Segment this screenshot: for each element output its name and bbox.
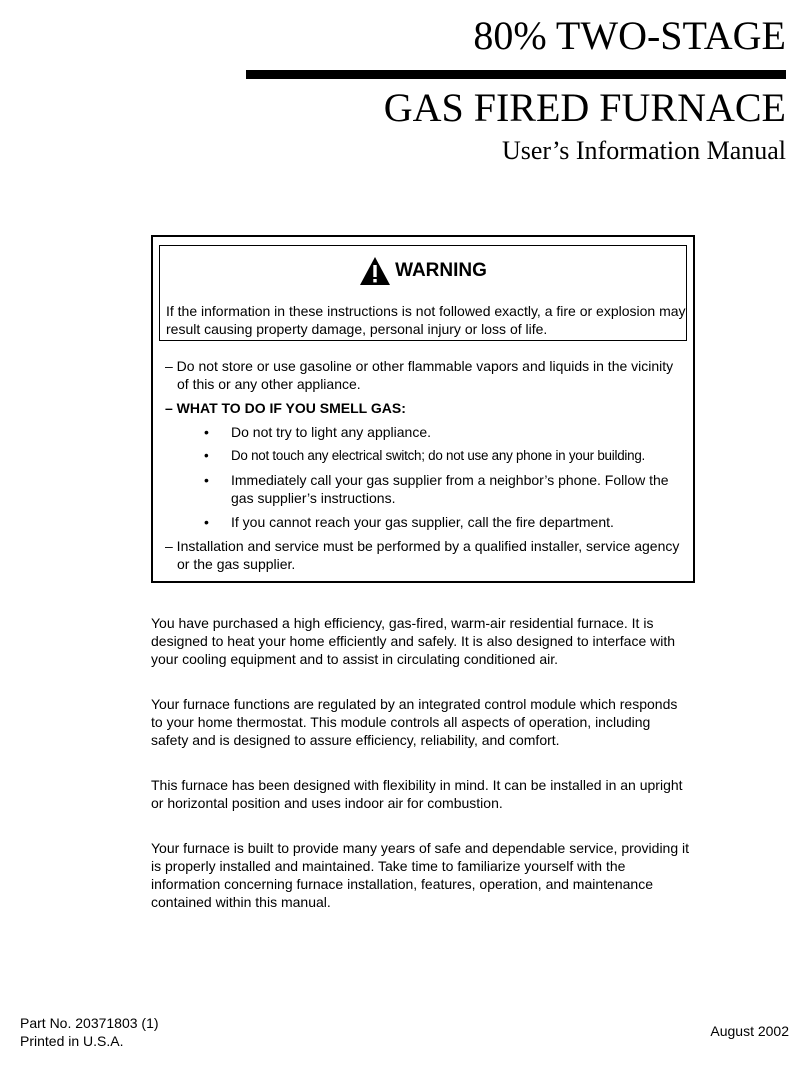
title-rule bbox=[246, 70, 786, 79]
warning-bullet-text: If you cannot reach your gas supplier, call the fire department. bbox=[231, 514, 614, 530]
warning-triangle-icon bbox=[359, 256, 391, 286]
publication-date: August 2002 bbox=[710, 1023, 789, 1039]
warning-heading bbox=[160, 256, 686, 286]
warning-intro: If the information in these instructions is not followed exactly, a fire or explosion may result causing property damage, personal injury or loss of life. bbox=[166, 303, 686, 337]
bullet-dot: • bbox=[204, 472, 209, 488]
warning-item-flammable: – Do not store or use gasoline or other flammable vapors and liquids in the vicinity of this or any other appliance. bbox=[165, 358, 674, 392]
paragraph-flexibility: This furnace has been designed with flexibility in mind. It can be installed in an upright or horizontal position and uses indoor air for combustion. bbox=[151, 777, 683, 811]
title-line-1: 80% TWO-STAGE bbox=[473, 13, 786, 58]
warning-list bbox=[165, 357, 687, 579]
bullet-dot: • bbox=[204, 424, 209, 440]
warning-bullet bbox=[165, 471, 687, 507]
warning-header-box bbox=[159, 245, 687, 341]
warning-item-installation: – Installation and service must be performed by a qualified installer, service agency or the gas supplier. bbox=[165, 538, 680, 572]
bullet-dot: • bbox=[204, 448, 209, 463]
warning-bullet bbox=[165, 423, 687, 441]
warning-box bbox=[151, 235, 695, 583]
bullet-dot: • bbox=[204, 514, 209, 530]
warning-bullet bbox=[165, 513, 687, 531]
title-line-2: GAS FIRED FURNACE bbox=[383, 85, 786, 130]
warning-item-smell-gas: – WHAT TO DO IF YOU SMELL GAS: bbox=[165, 400, 406, 416]
printed-in: Printed in U.S.A. bbox=[20, 1033, 124, 1049]
footer-left bbox=[20, 1014, 159, 1050]
warning-heading-text: WARNING bbox=[395, 260, 487, 281]
paragraph-service: Your furnace is built to provide many years of safe and dependable service, providing it is properly installed and maintained. Take time to familiarize yourself with the information concerning furnace installation, features, operation, and maintenance contained within this manual. bbox=[151, 840, 690, 910]
subtitle: User’s Information Manual bbox=[501, 136, 786, 165]
warning-bullet-text: Immediately call your gas supplier from a neighbor’s phone. Follow the gas supplier’s instructions. bbox=[231, 472, 669, 506]
warning-bullet-text: Do not try to light any appliance. bbox=[231, 424, 432, 440]
paragraph-control-module: Your furnace functions are regulated by an integrated control module which responds to your home thermostat. This module controls all aspects of operation, including safety and is designed to assure efficiency, reliability, and comfort. bbox=[151, 696, 678, 748]
warning-bullet bbox=[165, 447, 687, 465]
part-number: Part No. 20371803 (1) bbox=[20, 1015, 159, 1031]
warning-bullet-text: Do not touch any electrical switch; do not use any phone in your building. bbox=[231, 448, 645, 463]
paragraph-intro: You have purchased a high efficiency, gas-fired, warm-air residential furnace. It is designed to heat your home efficiently and safely. It is also designed to interface with your cooling equipment and to assist in circulating conditioned air. bbox=[151, 615, 676, 667]
